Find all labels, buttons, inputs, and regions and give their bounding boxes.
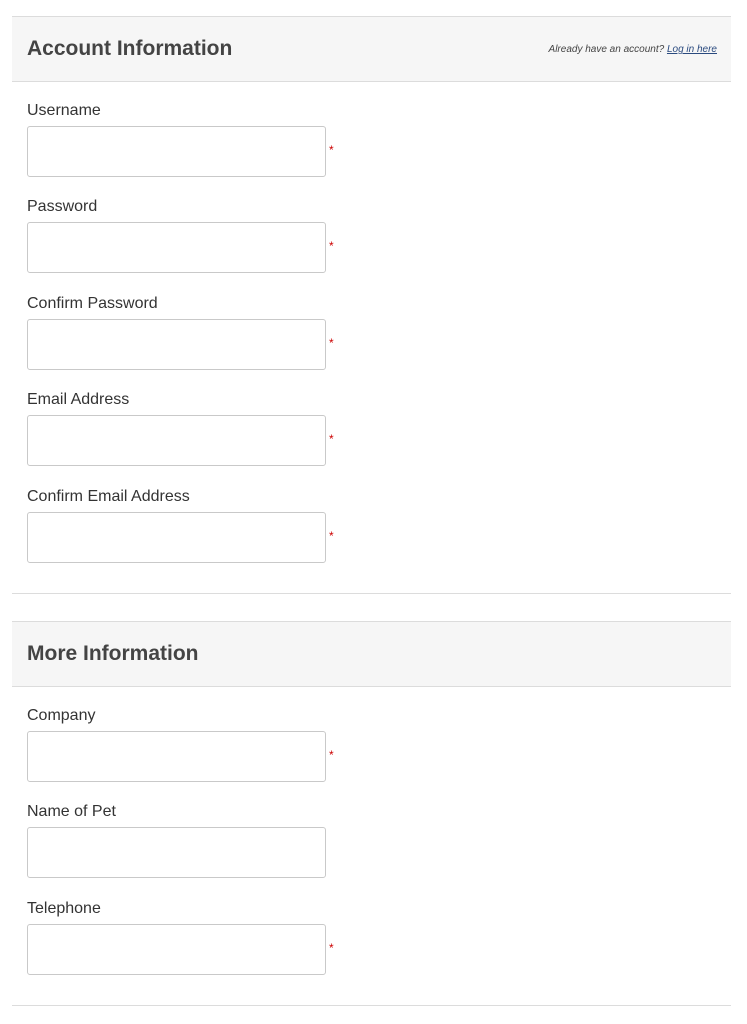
- company-required-marker: *: [329, 748, 334, 762]
- account-information-section: [12, 16, 731, 594]
- confirm-password-required-marker: *: [329, 336, 334, 350]
- confirm-email-address-field: [27, 487, 367, 577]
- telephone-input[interactable]: [27, 924, 326, 975]
- telephone-field: [27, 899, 367, 989]
- login-link[interactable]: Log in here: [666, 44, 717, 55]
- username-required-marker: *: [329, 143, 334, 157]
- login-prompt: Already have an account?: [548, 44, 665, 55]
- password-field: [27, 197, 367, 287]
- email-address-label: Email Address: [27, 391, 130, 408]
- confirm-password-label: Confirm Password: [27, 295, 158, 312]
- account-information-title: Account Information: [27, 37, 233, 60]
- password-required-marker: *: [329, 239, 334, 253]
- telephone-required-marker: *: [329, 941, 334, 955]
- email-address-field: [27, 390, 367, 480]
- name-of-pet-label: Name of Pet: [27, 803, 116, 820]
- password-label: Password: [27, 198, 98, 215]
- username-label: Username: [27, 102, 101, 119]
- confirm-password-field: [27, 294, 367, 384]
- login-note: [549, 43, 717, 56]
- telephone-label: Telephone: [27, 900, 101, 917]
- confirm-password-input[interactable]: [27, 319, 326, 370]
- more-information-title: More Information: [27, 642, 199, 665]
- name-of-pet-field: [27, 802, 367, 892]
- password-input[interactable]: [27, 222, 326, 273]
- confirm-email-address-required-marker: *: [329, 529, 334, 543]
- confirm-email-address-label: Confirm Email Address: [27, 488, 190, 505]
- name-of-pet-input[interactable]: [27, 827, 326, 878]
- email-address-required-marker: *: [329, 432, 334, 446]
- company-input[interactable]: [27, 731, 326, 782]
- more-information-header: [12, 622, 731, 687]
- username-input[interactable]: [27, 126, 326, 177]
- company-field: [27, 706, 367, 796]
- more-information-section: [12, 621, 731, 1006]
- email-address-input[interactable]: [27, 415, 326, 466]
- confirm-email-address-input[interactable]: [27, 512, 326, 563]
- username-field: [27, 101, 367, 191]
- account-information-header: [12, 17, 731, 82]
- company-label: Company: [27, 707, 96, 724]
